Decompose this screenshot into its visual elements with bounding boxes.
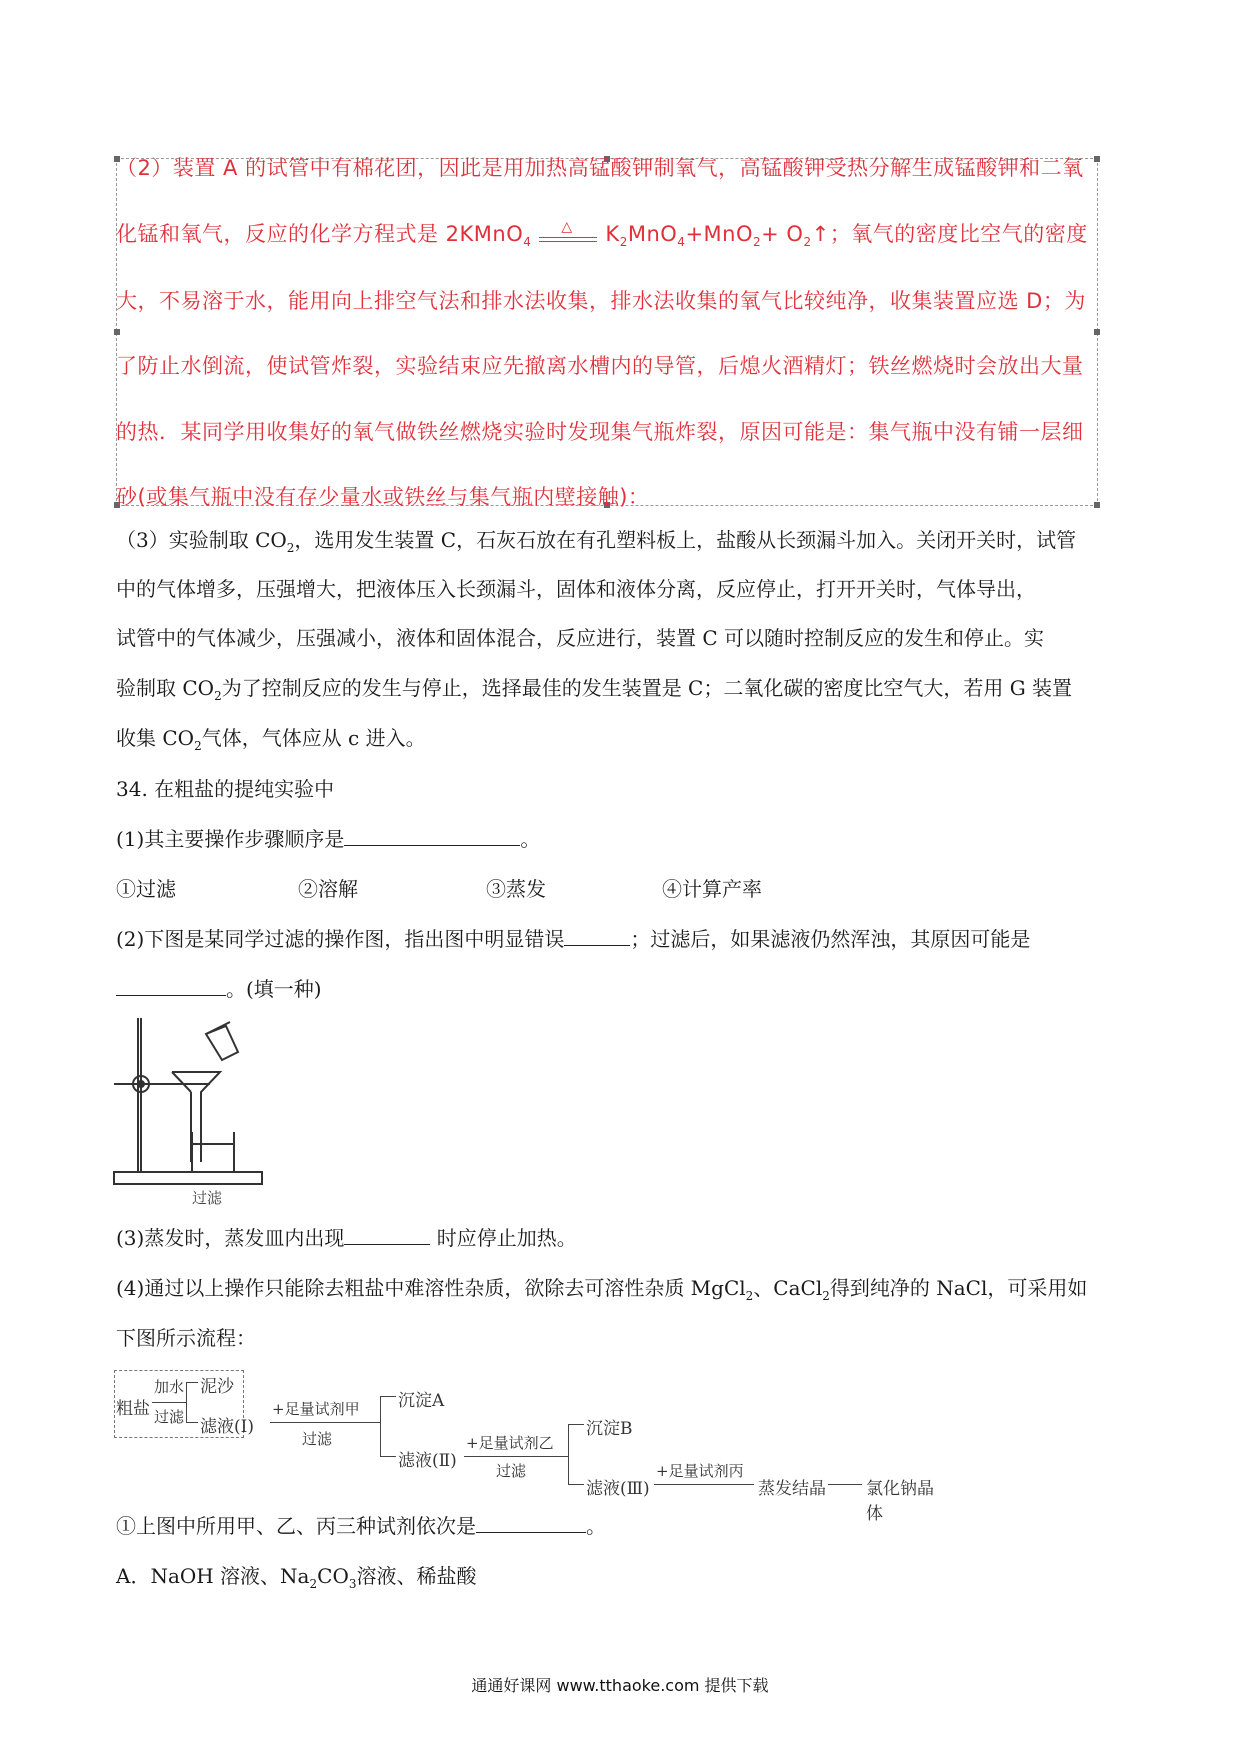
question-part-2: (2)下图是某同学过滤的操作图，指出图中明显错误 ；过滤后，如果滤液仍然浑浊，其原因可能是 <box>116 927 1031 951</box>
answer-line: 大，不易溶于水，能用向上排空气法和排水法收集，排水法收集的氧气比较纯净，收集装置应选 D；为 <box>116 289 1086 313</box>
figure-caption: 过滤 <box>192 1189 223 1207</box>
purification-flowchart <box>114 1370 934 1524</box>
option-1: ①过滤 <box>116 877 176 901</box>
filtration-apparatus-figure <box>110 1012 270 1210</box>
flow-reagent-b: +足量试剂乙 <box>466 1434 554 1452</box>
resize-handle[interactable] <box>1094 329 1100 335</box>
question-title: 34. 在粗盐的提纯实验中 <box>116 777 335 801</box>
question-part-1: (1)其主要操作步骤顺序是 。 <box>116 827 541 851</box>
option-a: A．NaOH 溶液、$Na_2CO_3$溶液、稀盐酸 <box>116 1564 477 1591</box>
flow-mud: 泥沙 <box>200 1377 234 1397</box>
resize-handle[interactable] <box>114 329 120 335</box>
flow-precipitate-a: 沉淀A <box>398 1391 445 1411</box>
option-4: ④计算产率 <box>662 877 762 901</box>
answer-blank[interactable] <box>344 1226 430 1245</box>
flow-product: 氯化钠晶体 <box>866 1479 934 1524</box>
question-part-4-cont: 下图所示流程： <box>116 1326 256 1350</box>
flow-filter: 过滤 <box>154 1408 185 1426</box>
flow-filtrate-1: 滤液(Ⅰ) <box>200 1417 254 1437</box>
answer-line-equation: 化锰和氧气，反应的化学方程式是 2KMnO$_4$ △ $K_2MnO_4+MnO_2+$ $O_2↑$；氧气的密度比空气的密度 <box>116 219 1088 250</box>
paragraph-line: 收集 $CO_2$气体，气体应从 c 进入。 <box>116 726 426 753</box>
flow-evaporate: 蒸发结晶 <box>758 1479 826 1499</box>
paragraph-line: 中的气体增多，压强增大，把液体压入长颈漏斗，固体和液体分离，反应停止，打开开关时，气体导出， <box>116 577 1036 601</box>
flow-filter-2: 过滤 <box>302 1430 333 1448</box>
option-2: ②溶解 <box>298 877 358 901</box>
answer-line: 了防止水倒流，使试管炸裂，实验结束应先撤离水槽内的导管，后熄火酒精灯；铁丝燃烧时会放出大量 <box>116 354 1084 378</box>
flow-filtrate-3: 滤液(Ⅲ) <box>586 1479 650 1499</box>
answer-line: （2）装置 A 的试管中有棉花团，因此是用加热高锰酸钾制氧气，高锰酸钾受热分解生成锰酸钾和二氧 <box>116 156 1084 180</box>
flow-filter-3: 过滤 <box>496 1462 527 1480</box>
flow-crude-salt: 粗盐 <box>116 1399 150 1419</box>
answer-blank[interactable] <box>344 827 520 846</box>
answer-blank[interactable] <box>476 1514 586 1533</box>
paragraph-line: （3）实验制取 $CO_2$，选用发生装置 C，石灰石放在有孔塑料板上，盐酸从长颈漏斗加入。关闭开关时，试管 <box>116 528 1077 555</box>
question-4-sub-1: ①上图中所用甲、乙、丙三种试剂依次是 。 <box>116 1514 606 1538</box>
flow-add-water: 加水 <box>154 1378 185 1396</box>
flow-precipitate-b: 沉淀B <box>586 1419 633 1439</box>
question-part-4: (4)通过以上操作只能除去粗盐中难溶性杂质，欲除去可溶性杂质 MgCl$_2$、CaCl$_2$得到纯净的 NaCl，可采用如 <box>116 1276 1088 1303</box>
question-part-3: (3)蒸发时，蒸发皿内出现 时应停止加热。 <box>116 1226 577 1250</box>
flow-filtrate-2: 滤液(Ⅱ) <box>398 1451 457 1471</box>
answer-blank[interactable] <box>116 977 226 996</box>
answer-line: 的热．某同学用收集好的氧气做铁丝燃烧实验时发现集气瓶炸裂，原因可能是：集气瓶中没有铺一层细 <box>116 420 1084 444</box>
reaction-condition: △ <box>539 225 597 245</box>
flow-reagent-a: +足量试剂甲 <box>272 1400 360 1418</box>
paragraph-line: 验制取 $CO_2$为了控制反应的发生与停止，选择最佳的发生装置是 C；二氧化碳的密度比空气大，若用 G 装置 <box>116 676 1073 703</box>
page-footer: 通通好课网 www.tthaoke.com 提供下载 <box>471 1676 769 1695</box>
question-part-2-cont: 。(填一种) <box>116 973 322 1002</box>
answer-text-box[interactable] <box>116 158 1098 506</box>
answer-line: 砂(或集气瓶中没有存少量水或铁丝与集气瓶内壁接触)： <box>116 485 650 509</box>
option-3: ③蒸发 <box>486 877 546 901</box>
answer-blank[interactable] <box>564 927 630 946</box>
paragraph-line: 试管中的气体减少，压强减小，液体和固体混合，反应进行，装置 C 可以随时控制反应的发生和停止。实 <box>116 626 1045 650</box>
flow-reagent-c: +足量试剂丙 <box>656 1462 744 1480</box>
